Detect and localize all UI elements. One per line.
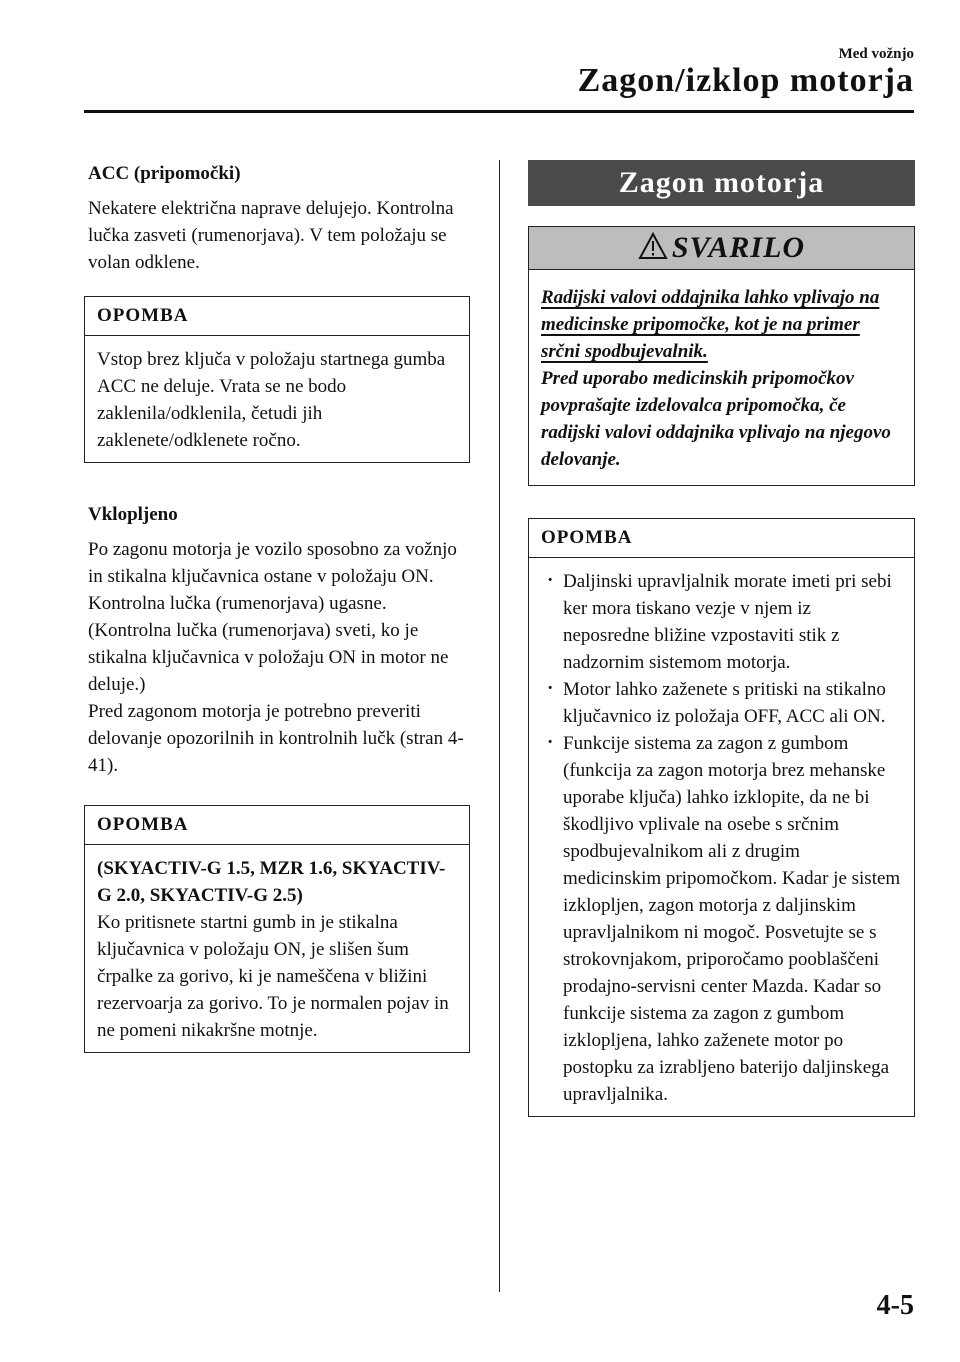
note-models: (SKYACTIV-G 1.5, MZR 1.6, SKYACTIV-G 2.0, SKYACTIV-G 2.5) (97, 858, 446, 906)
warning-header (529, 227, 914, 270)
list-item: · Motor lahko zaženete s pritiski na stikalno ključavnico iz položaja OFF, ACC ali ON. (541, 676, 902, 730)
acc-heading: ACC (pripomočki) (88, 163, 241, 184)
list-item: · Daljinski upravljalnik morate imeti pri sebi ker mora tiskano vezje v njem iz neposredne bližine vzpostaviti stik z nadzornim sistemom motorja. (541, 568, 902, 676)
warning-body (529, 270, 914, 485)
warning-title: SVARILO (671, 231, 806, 264)
acc-text: Nekatere električna naprave delujejo. Kontrolna lučka zasveti (rumenorjava). V tem položaju se volan odklene. (88, 198, 454, 273)
warning-triangle-icon (638, 232, 668, 265)
column-divider (499, 160, 500, 1292)
note-title: OPOMBA (529, 519, 914, 558)
warning-box (528, 226, 915, 486)
on-text-check: Pred zagonom motorja je potrebno preveriti delovanje opozorilnih in kontrolnih lučk (stran 4-41). (88, 701, 464, 776)
note-bullet-list (541, 568, 902, 1108)
note-content (529, 558, 914, 1116)
warning-text: Pred uporabo medicinskih pripomočkov povprašajte izdelovalca pripomočka, če radijski valovi oddajnika vplivajo na njegovo delovanje. (541, 368, 891, 470)
header-rule (84, 110, 914, 113)
note-text: Ko pritisnete startni gumb in je stikalna ključavnica v položaju ON, je slišen šum črpalke za gorivo, ki je nameščena v bližini rezervoarja za gorivo. To je normalen pojav in ne pomeni nikakršne motnje. (97, 912, 449, 1041)
page-number: 4-5 (876, 1290, 914, 1321)
note-content (85, 845, 469, 1052)
note-box-remote (528, 518, 915, 1117)
left-column (84, 160, 470, 1053)
note-box-acc (84, 296, 470, 463)
section-banner: Zagon motorja (528, 160, 915, 206)
section-label: Med vožnjo (838, 46, 914, 62)
list-item: · Funkcije sistema za zagon z gumbom (funkcija za zagon motorja brez mehanske uporabe ključa) lahko izklopite, da ne bi škodljivo vplivale na osebe s srčnim spodbujevalnikom ali z drugim medicinskim pripomočkom. Kadar je sistem izklopljen, zagon motorja z daljinskim upravljalnikom ni mogoč. Posvetujte se s strokovnjakom, priporočamo pooblaščeni prodajno-servisni center Mazda. Kadar so funkcije sistema za zagon z gumbom izklopljena, lahko zaženete motor po postopku za izrabljeno baterijo daljinskega upravljalnika. (541, 730, 902, 1108)
note-title: OPOMBA (85, 806, 469, 845)
note-box-fuel-pump (84, 805, 470, 1053)
right-column (528, 160, 915, 1117)
note-text: Vstop brez ključa v položaju startnega gumba ACC ne deluje. Vrata se ne bodo zaklenila/odklenila, četudi jih zaklenete/odklenete ročno. (97, 349, 446, 451)
on-text: Po zagonu motorja je vozilo sposobno za vožnjo in stikalna ključavnica ostane v položaju ON. Kontrolna lučka (rumenorjava) ugasne. (Kontrolna lučka (rumenorjava) sveti, ko je stikalna ključavnica v položaju ON in motor ne deluje.) (88, 539, 457, 695)
page-title: Zagon/izklop motorja (577, 62, 914, 99)
note-title: OPOMBA (85, 297, 469, 336)
on-heading: Vklopljeno (88, 504, 178, 525)
warning-underlined-text: Radijski valovi oddajnika lahko vplivajo na medicinske pripomočke, kot je na primer srčni spodbujevalnik. (541, 287, 880, 362)
